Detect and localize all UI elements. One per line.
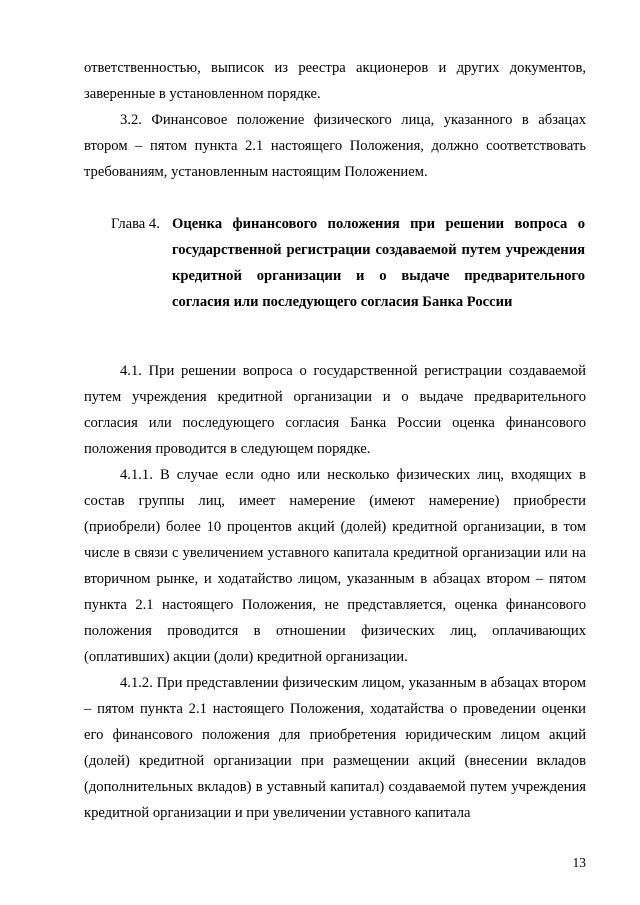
paragraph-3-2: 3.2. Финансовое положение физического лица, указанного в абзацах втором – пятом пункта 2.1 настоящего Положения, должно соответствовать требованиям, установленным настоящим Положением. (84, 112, 586, 180)
paragraph-4-1-2: 4.1.2. При представлении физическим лицом, указанным в абзацах втором – пятом пункта 2.1 настоящего Положения, ходатайства о проведении оценки его финансового положения для приобретения юридическим лицом акций (долей) кредитной организации при размещении акций (внесении вкладов (дополнительных вкладов) в уставный капитал) создаваемой путем учреждения кредитной организации и при увеличении уставного капитала (84, 675, 586, 821)
paragraph-continuation: ответственностью, выписок из реестра акционеров и других документов, заверенные в установленном порядке. (84, 60, 586, 102)
paragraph-4-1-1: 4.1.1. В случае если одно или несколько физических лиц, входящих в состав группы лиц, имеет намерение (имеют намерение) приобрести (приобрели) более 10 процентов акций (долей) кредитной организации, в том числе в связи с увеличением уставного капитала кредитной организации или на вторичном рынке, и ходатайство лицом, указанным в абзацах втором – пятом пункта 2.1 настоящего Положения, не представляется, оценка финансового положения проводится в отношении физических лиц, оплачивающих (оплативших) акции (доли) кредитной организации. (84, 467, 586, 665)
chapter-body (84, 358, 586, 826)
paragraph-4-1: 4.1. При решении вопроса о государственной регистрации создаваемой путем учреждения кредитной организации и о выдаче предварительного согласия или последующего согласия Банка России оценка финансового положения проводится в следующем порядке. (84, 363, 586, 457)
chapter-title: Оценка финансового положения при решении вопроса о государственной регистрации создаваемой путем учреждения кредитной организации и о выдаче предварительного согласия или последующего согласия Банка России (172, 216, 585, 310)
intro-section (84, 55, 586, 185)
chapter-number: Глава 4. (111, 216, 160, 232)
page-number: 13 (572, 855, 586, 870)
